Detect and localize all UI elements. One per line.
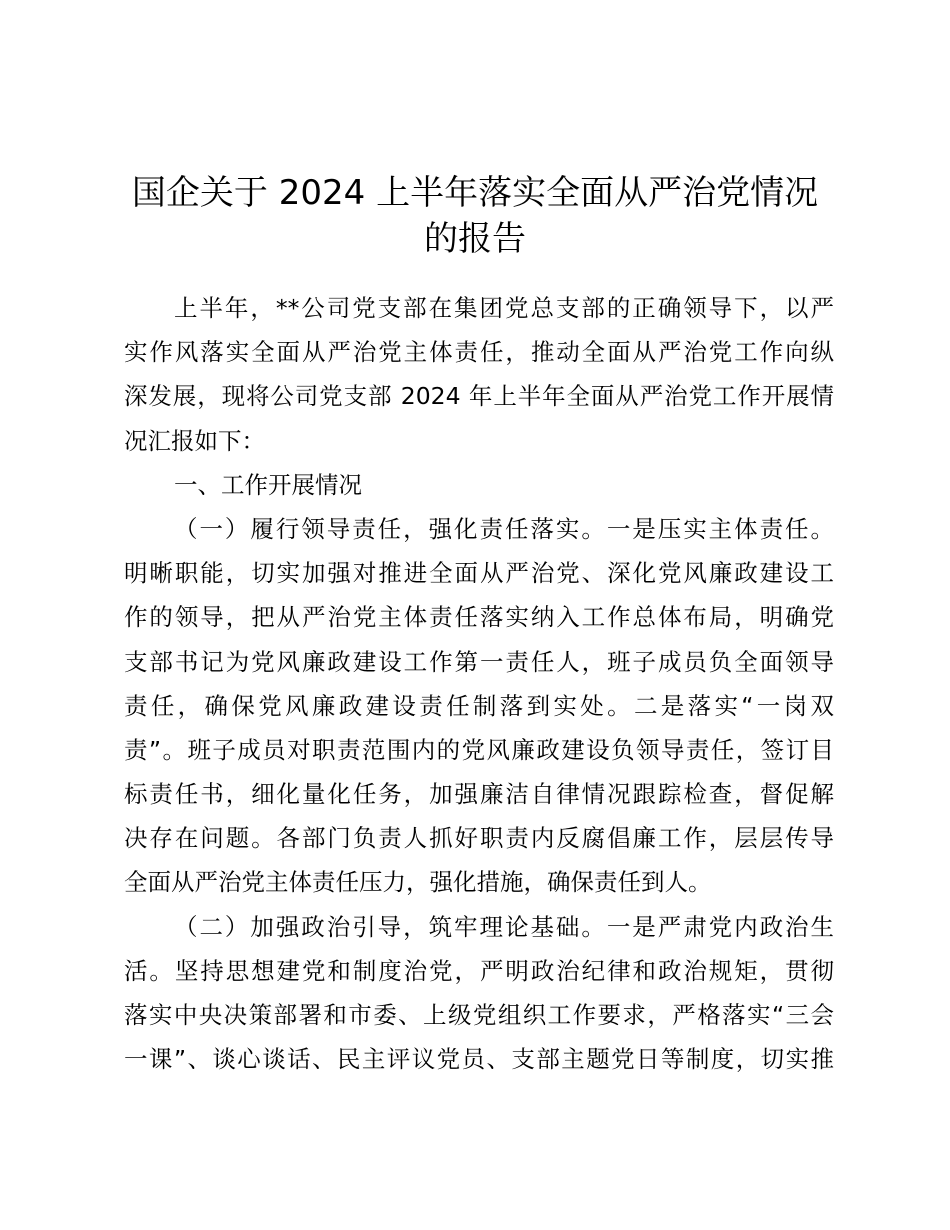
body-line: 落实中央决策部署和市委、上级党组织工作要求，严格落实“三会 [124,1001,834,1029]
body-line: （二）加强政治引导，筑牢理论基础。一是严肃党内政治生 [174,912,834,941]
body-line: 一课”、谈心谈话、民主评议党员、支部主题党日等制度，切实推 [124,1045,834,1074]
document-title-line-1: 国企关于 2024 上半年落实全面从严治党情况 [131,173,819,213]
document-body [124,286,834,1081]
body-line: 明晰职能，切实加强对推进全面从严治党、深化党风廉政建设工 [124,559,834,588]
body-line: 上半年，**公司党支部在集团党总支部的正确领导下，以严 [174,294,834,322]
body-line: 作的领导，把从严治党主体责任落实纳入工作总体布局，明确党 [124,603,834,632]
body-line: 支部书记为党风廉政建设工作第一责任人，班子成员负全面领导 [124,647,834,676]
body-line: 全面从严治党主体责任压力，强化措施，确保责任到人。 [124,868,712,897]
body-line: （一）履行领导责任，强化责任落实。一是压实主体责任。 [174,514,834,543]
body-line: 责”。班子成员对职责范围内的党风廉政建设负领导责任，签订目 [124,735,834,764]
section-heading: 一、工作开展情况 [174,470,362,499]
document-title-line-2: 的报告 [424,219,526,259]
body-line: 责任，确保党风廉政建设责任制落到实处。二是落实“一岗双 [124,691,834,720]
body-line: 活。坚持思想建党和制度治党，严明政治纪律和政治规矩，贯彻 [124,956,834,985]
body-line: 决存在问题。各部门负责人抓好职责内反腐倡廉工作，层层传导 [124,824,834,853]
body-line: 深发展，现将公司党支部 2024 年上半年全面从严治党工作开展情 [124,382,834,411]
body-line: 标责任书，细化量化任务，加强廉洁自律情况跟踪检查，督促解 [124,780,834,809]
body-line: 况汇报如下： [124,426,265,455]
body-line: 实作风落实全面从严治党主体责任，推动全面从严治党工作向纵 [124,338,834,367]
